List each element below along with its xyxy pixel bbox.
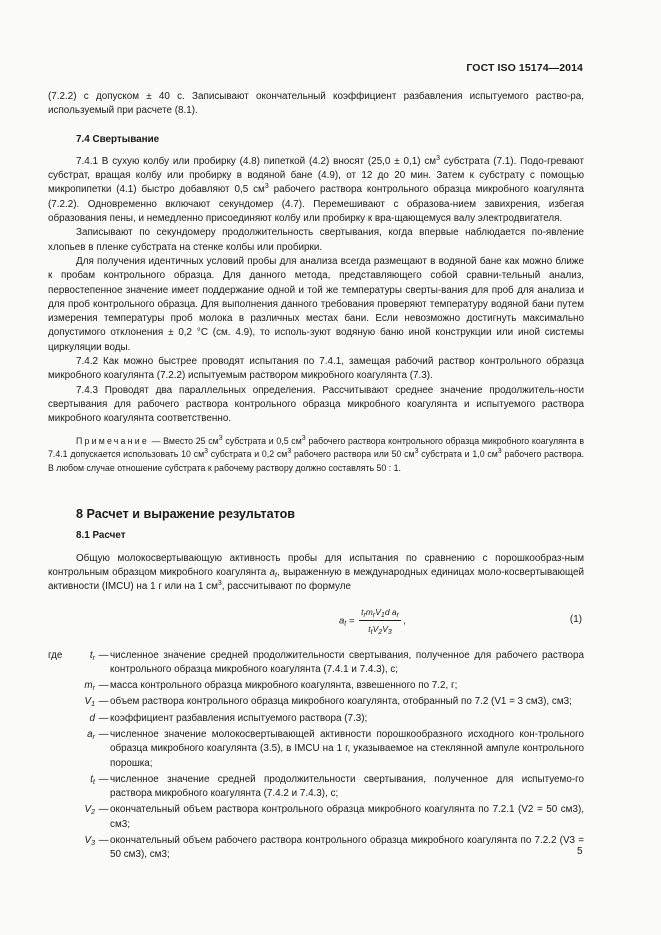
document-body — [48, 90, 584, 865]
para-7-4-3: 7.4.3 Проводят два параллельных определения. Рассчитывают среднее значение продолжитель-ности свертывания для рабочего раствора контрольного образца микробного коагулянта и испытуемого раствора микробного коагулянта соответственно. — [48, 384, 584, 425]
formula-1 — [48, 601, 584, 641]
section-8-heading: 8 Расчет и выражение результатов — [76, 507, 296, 522]
definition-row: $m_r$ — масса контрольного образца микробного коагулянта, взвешенного по 7.2, г; — [84, 680, 458, 693]
definition-row: где $t_r$ — численное значение средней продолжительности свертывания, полученное для рабочего раствора контрольного образца микробного коагулянта (7.4.1 и 7.4.3), с; — [48, 649, 584, 675]
where-label: где — [48, 649, 63, 661]
definition-row: $V_2$ — окончательный объем раствора контрольного образца микробного коагулянта по 7.2.1 (V2 = 50 см3), см3; — [84, 804, 584, 830]
note-paragraph: Примечание — Вместо 25 $см^3$ субстрата и 0,5 $см^3$ рабочего раствора контрольного образца микробного коагулянта в 7.4.1 допускается использовать 10 $см^3$ субстрата и 0,2 $см^3$ рабочего раствора или 50 $см^3$ субстрата и 1,0 $см^3$ рабочего раствора. В любом случае отношение субстрата к рабочему раствору должно составлять 50 : 1. — [48, 434, 585, 473]
para-7-4-1-conditions: Для получения идентичных условий пробы для анализа всегда размещают в водяной бане как можно ближе к пробам контрольного образца. Для данного метода, представляющего собой сравни-тельный анализ, первостепенное значение имеет поддержание одной и той же температуры сверты-вания для проб для анализа и для проб контрольного образца. Для выполнения данного требования проверяют температуру водяной бани путем измерения температуры проб молока в различных местах бани. Если невозможно достигнуть максимально допустимого отклонения ± 0,2 °С (см. 4.9), то исполь-зуют водяную баню иной конструкции или иной системы циркуляции воды. — [48, 255, 584, 353]
note-label: Примечание — [76, 435, 149, 446]
para-8-1: Общую молокосвертывающую активность пробы для испытания по сравнению с порошкообраз-ным контрольным образцом микробного коагулянта $a_t$, выраженную в международных единицах моло-косвертывающей активности (IMCU) на 1 г или на 1 $см^3$, рассчитывают по формуле — [48, 552, 584, 593]
definition-row: $V_3$ — окончательный объем рабочего раствора контрольного образца микробного коагулянта по 7.2.2 (V3 = 50 см3), см3; — [84, 835, 584, 861]
page-number: 5 — [577, 846, 583, 857]
formula-expression: $a_t$ = $\frac{t_rm_rV_1d a_r}{t_tV_2V_3}$ , — [339, 606, 407, 636]
definition-row: $V_1$ — объем раствора контрольного образца микробного коагулянта, отобранный по 7.2 (V1 = 3 см3), см3; — [84, 696, 572, 709]
document-header: ГОСТ ISO 15174—2014 — [466, 62, 583, 74]
formula-number: (1) — [569, 613, 582, 625]
variable-definitions — [48, 649, 584, 863]
para-7-4-1: 7.4.1 В сухую колбу или пробирку (4.8) пипеткой (4.2) вносят (25,0 ± 0,1) $см^3$ субстрата (7.1). Подо-гревают субстрат, вращая колбу или пробирку в водяной бане (4.9), от 12 до 20 мин. Затем к субстрату с помощью микропипетки (4.1) быстро добавляют 0,5 $см^3$ рабочего раствора контрольного образца микробного коагулянта (7.2.2). Одновременно включают секундомер (4.7). Перемешивают с образова-нием завихрения, избегая образования пены, и немедленно присоединяют колбу или пробирку к вра-щающемуся валу электродвигателя. — [48, 154, 584, 225]
section-7-4-heading: 7.4 Свертывание — [76, 133, 160, 145]
para-7-4-1-record: Записывают по секундомеру продолжительность свертывания, когда впервые наблюдается по-явление хлопьев в пленке субстрата на стенке колбы или пробирки. — [48, 227, 584, 253]
section-8-1-heading: 8.1 Расчет — [76, 530, 126, 542]
definition-row: d — коэффициент разбавления испытуемого раствора (7.3); — [89, 712, 368, 724]
definition-row: $a_r$ — численное значение молокосвертывающей активности порошкообразного исходного кон-трольного образца микробного коагулянта (3.5), в IMCU на 1 г, указываемое на стеклянной ампуле контрольного порошка; — [87, 729, 584, 769]
definition-row: $t_t$ — численное значение средней продолжительности свертывания, полученное для испытуемо-го раствора микробного коагулянта (7.4.2 и 7.4.3), с; — [90, 773, 584, 800]
continued-paragraph: (7.2.2) с допуском ± 40 с. Записывают окончательный коэффициент разбавления испытуемого раство-ра, используемый при расчете (8.1). — [48, 91, 584, 117]
para-7-4-2: 7.4.2 Как можно быстрее проводят испытания по 7.4.1, замещая рабочий раствор контрольного образца микробного коагулянта (7.2.2) испытуемым раствором микробного коагулянта (7.3). — [48, 356, 584, 382]
